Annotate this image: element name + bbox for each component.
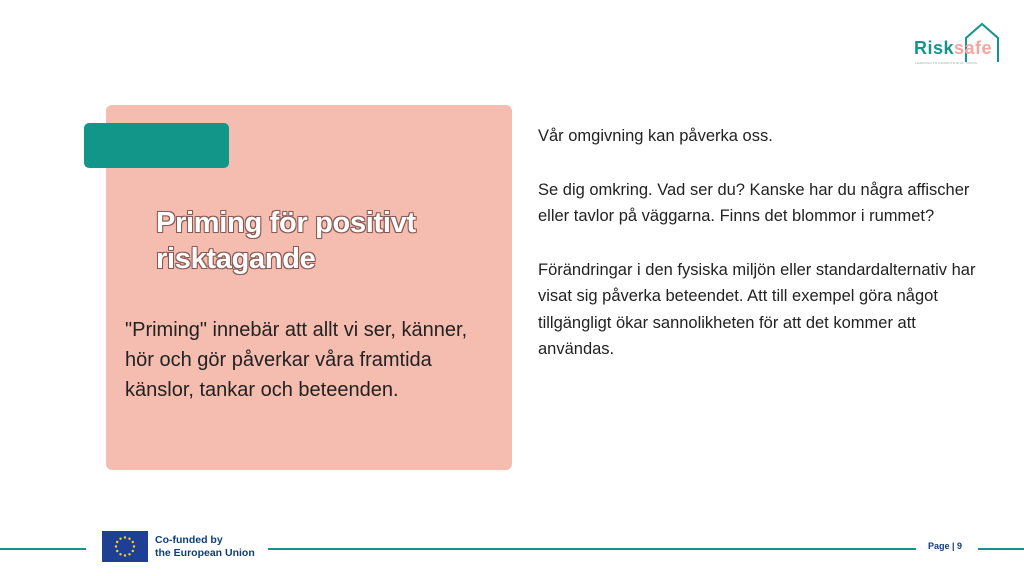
card-accent-tab bbox=[84, 123, 229, 168]
eu-star bbox=[128, 538, 130, 540]
footer-line-right bbox=[978, 548, 1024, 550]
eu-line-1: Co-funded by bbox=[155, 534, 223, 546]
eu-star bbox=[119, 553, 121, 555]
eu-funding-label bbox=[155, 534, 255, 560]
eu-star bbox=[132, 541, 134, 543]
logo-tagline: LEARNING TO PROMOTE RISK-TAKING bbox=[915, 61, 978, 65]
page-number: Page | 9 bbox=[928, 541, 963, 551]
footer-line-middle bbox=[268, 548, 916, 550]
priming-definition: "Priming" innebär att allt vi ser, känner, hör och gör påverkar våra framtida känslor, tankar och beteenden. bbox=[125, 319, 468, 401]
eu-star bbox=[119, 538, 121, 540]
eu-star bbox=[133, 545, 135, 547]
slide-title: Priming för positivt risktagande bbox=[156, 207, 416, 275]
paragraph-3: Förändringar i den fysiska miljön eller standardalternativ har visat sig påverka beteendet. Att till exempel göra något tillgängligt ökar sannolikheten för att det kommer att användas. bbox=[538, 260, 976, 358]
eu-star bbox=[132, 550, 134, 552]
paragraph-1: Vår omgivning kan påverka oss. bbox=[538, 127, 773, 145]
eu-star bbox=[124, 554, 126, 556]
eu-star bbox=[128, 553, 130, 555]
logo-wordmark bbox=[914, 38, 992, 59]
eu-line-2: the European Union bbox=[155, 547, 255, 559]
footer-line-left bbox=[0, 548, 86, 550]
eu-star bbox=[115, 545, 117, 547]
logo-risk-text: Risk bbox=[914, 38, 955, 58]
paragraph-2: Se dig omkring. Vad ser du? Kanske har du några affischer eller tavlor på väggarna. Finns det blommor i rummet? bbox=[538, 180, 970, 225]
eu-star bbox=[116, 550, 118, 552]
right-text-column bbox=[538, 123, 978, 390]
eu-flag-icon bbox=[102, 531, 148, 562]
eu-star bbox=[124, 536, 126, 538]
risksafe-logo bbox=[908, 18, 1004, 70]
eu-star bbox=[116, 541, 118, 543]
logo-safe-text: safe bbox=[954, 38, 993, 58]
